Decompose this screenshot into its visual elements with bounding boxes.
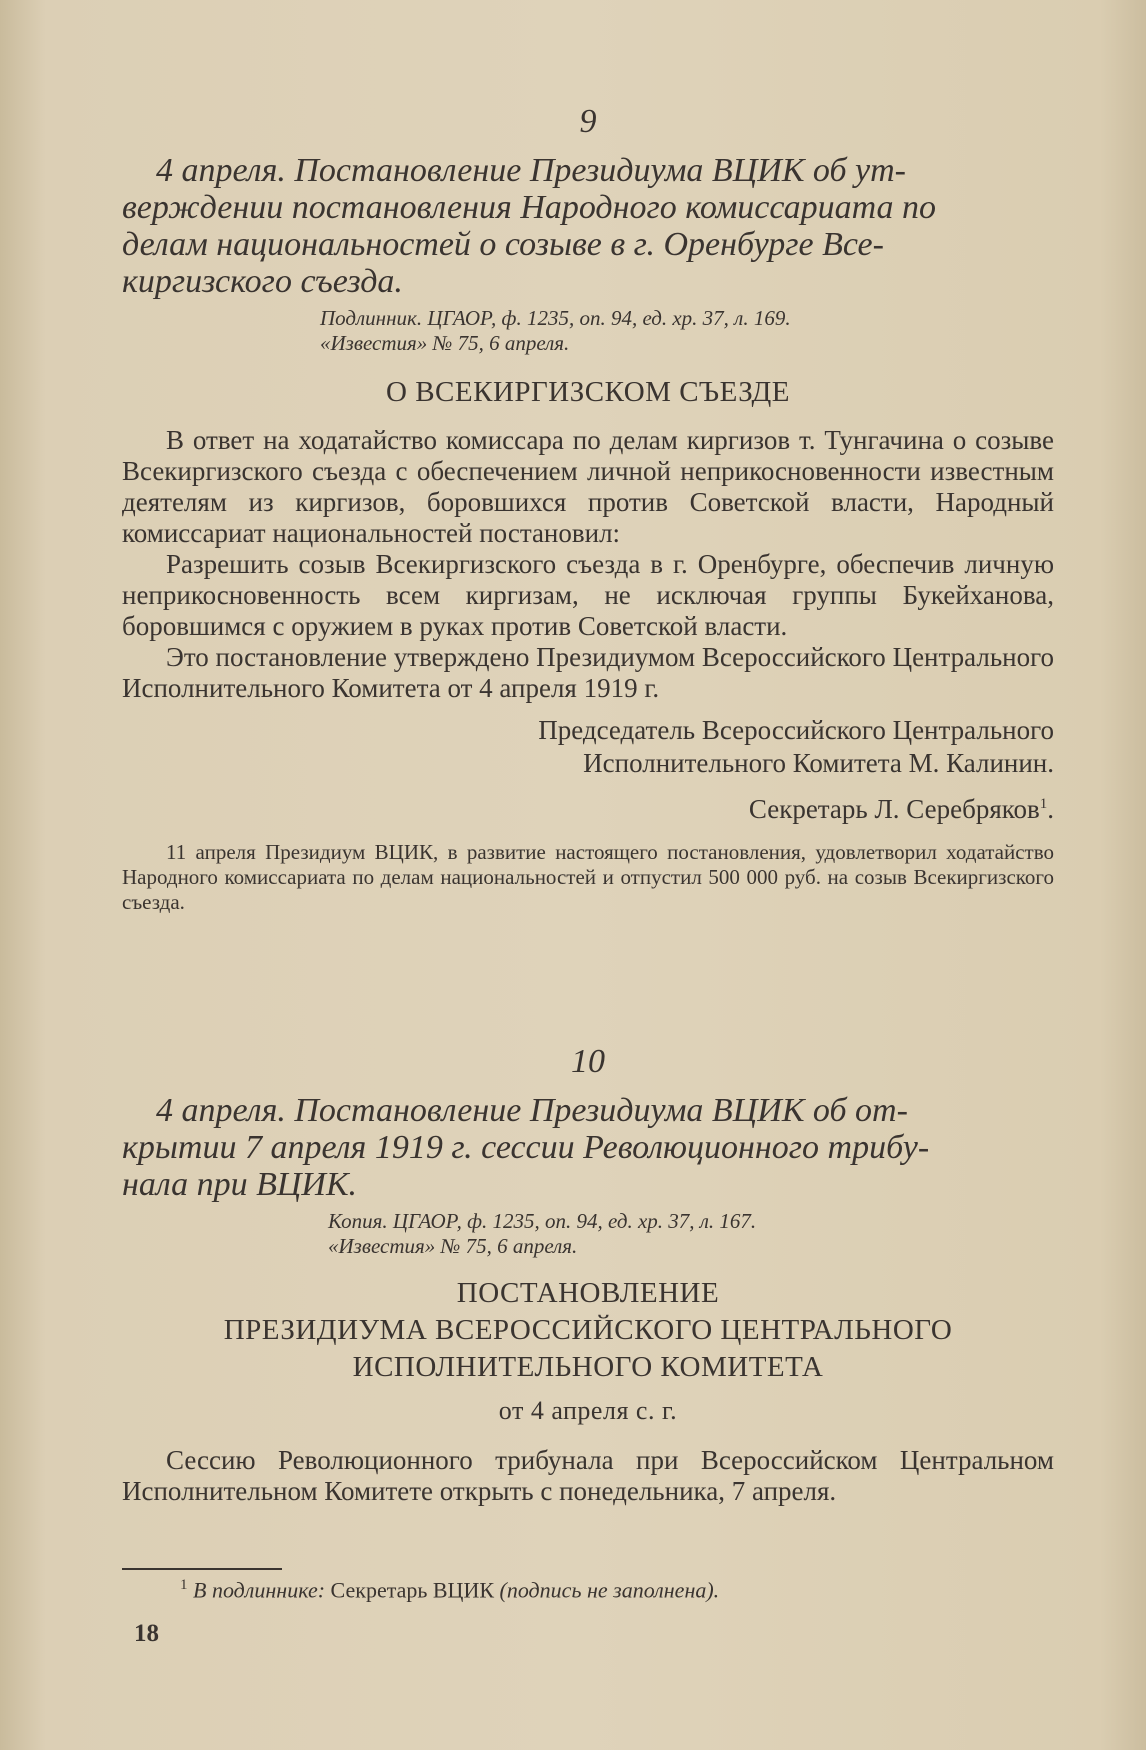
title-line: верждении постановления Народного комиссариата по bbox=[122, 189, 937, 226]
title-line: 4 апреля. Постановление Президиума ВЦИК об ут- bbox=[156, 152, 907, 189]
footnote-rule bbox=[122, 1568, 282, 1570]
title-line: крытии 7 апреля 1919 г. сессии Революционного трибу- bbox=[122, 1129, 930, 1166]
document-9 bbox=[122, 102, 1054, 915]
document-number: 9 bbox=[579, 103, 597, 140]
document-title bbox=[122, 152, 1054, 300]
secretary-name: Секретарь Л. Серебряков bbox=[748, 794, 1040, 824]
footnote bbox=[180, 1572, 719, 1603]
source-line: «Известия» № 75, 6 апреля. bbox=[320, 331, 570, 355]
footnote-text: Секретарь ВЦИК bbox=[330, 1577, 495, 1603]
title-line: киргизского съезда. bbox=[122, 263, 403, 300]
signature-line: Председатель Всероссийского Центрального bbox=[538, 715, 1054, 745]
section-heading bbox=[122, 1275, 1054, 1386]
footnote-prefix: В подлиннике: bbox=[193, 1577, 326, 1603]
secretary-line: Секретарь Л. Серебряков$^1$. bbox=[748, 794, 1054, 824]
heading-line: ПОСТАНОВЛЕНИЕ bbox=[456, 1277, 720, 1309]
section-heading: О ВСЕКИРГИЗСКОМ СЪЕЗДЕ bbox=[386, 376, 790, 408]
signature-line: Исполнительного Комитета М. Калинин. bbox=[583, 748, 1054, 778]
heading-line: ПРЕЗИДИУМА ВСЕРОССИЙСКОГО ЦЕНТРАЛЬНОГО bbox=[223, 1314, 953, 1346]
document-title bbox=[122, 1092, 1054, 1203]
signature-block bbox=[122, 714, 1054, 826]
title-line: нала при ВЦИК. bbox=[122, 1166, 358, 1203]
archive-source bbox=[320, 306, 1054, 356]
footnote-ref: 1 bbox=[1039, 796, 1048, 812]
source-line: «Известия» № 75, 6 апреля. bbox=[328, 1234, 578, 1258]
body-text bbox=[122, 425, 1054, 704]
title-line: делам национальностей о созыве в г. Оренбурге Все- bbox=[122, 226, 884, 263]
source-line: Подлинник. ЦГАОР, ф. 1235, оп. 94, ед. хр. 37, л. 169. bbox=[320, 306, 791, 330]
page-number: 18 bbox=[134, 1620, 159, 1647]
source-line: Копия. ЦГАОР, ф. 1235, оп. 94, ед. хр. 37, л. 167. bbox=[328, 1209, 757, 1233]
heading-line: ИСПОЛНИТЕЛЬНОГО КОМИТЕТА bbox=[352, 1351, 824, 1383]
paragraph: Сессию Революционного трибунала при Всероссийском Центральном Исполнительном Комитете открыть с понедельника, 7 апреля. bbox=[122, 1445, 1054, 1506]
editorial-note: 11 апреля Президиум ВЦИК, в развитие настоящего постановления, удовлетворил ходатайство Народного комиссариата по делам национальностей и отпустил 500 000 руб. на созыв Всекиргизского съезда. bbox=[122, 840, 1054, 914]
footnote-number: 1 bbox=[180, 1577, 188, 1593]
footnote-suffix: (подпись не заполнена). bbox=[499, 1577, 720, 1603]
archive-source bbox=[328, 1209, 1054, 1259]
document-number: 10 bbox=[571, 1043, 605, 1080]
title-line: 4 апреля. Постановление Президиума ВЦИК об от- bbox=[156, 1092, 908, 1129]
paragraph: Разрешить созыв Всекиргизского съезда в г. Оренбурге, обеспечив личную неприкосновенность всем киргизам, не исключая группы Букейханова, боровшимся с оружием в руках против Советской власти. bbox=[122, 549, 1054, 641]
document-10 bbox=[122, 1042, 1054, 1507]
date-line: от 4 апреля с. г. bbox=[498, 1396, 678, 1425]
paragraph: Это постановление утверждено Президиумом Всероссийского Центрального Исполнительного Комитета от 4 апреля 1919 г. bbox=[122, 642, 1054, 703]
paragraph: В ответ на ходатайство комиссара по делам киргизов т. Тунгачина о созыве Всекиргизского съезда с обеспечением личной неприкосновенности известным деятелям из киргизов, боровшихся против Советской власти, Народный комиссариат национальностей постановил: bbox=[122, 425, 1054, 548]
